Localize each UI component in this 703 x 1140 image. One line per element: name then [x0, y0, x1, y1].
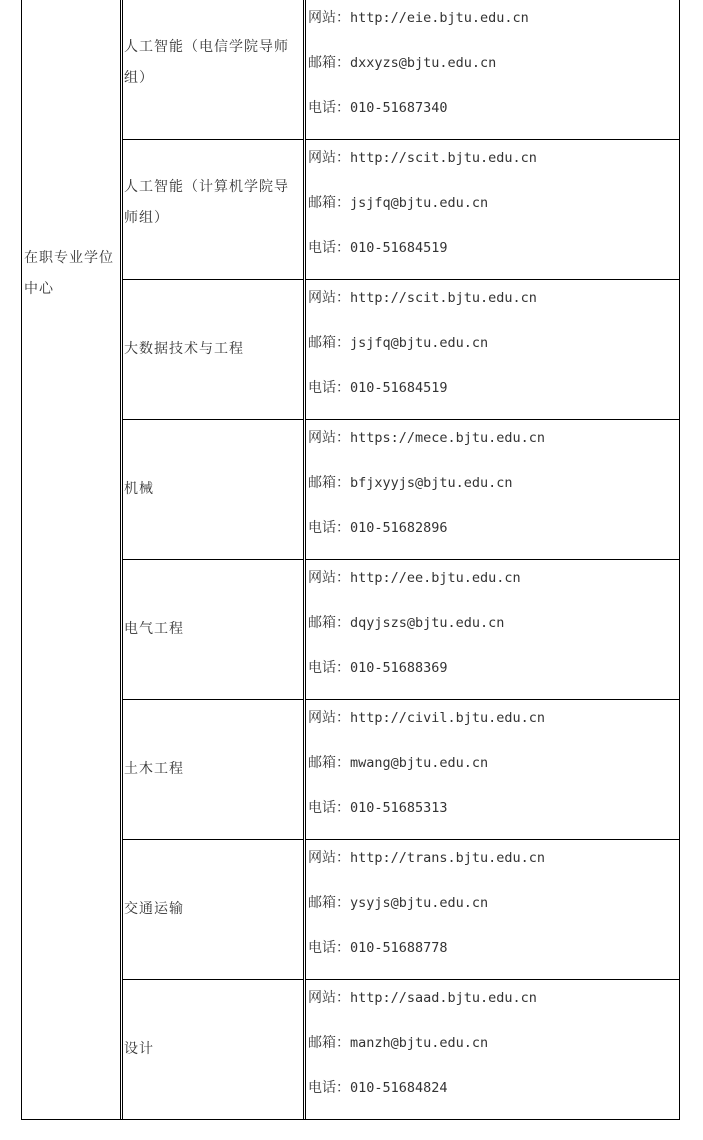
phone-line — [308, 1078, 678, 1123]
program-name: 土木工程 — [124, 761, 184, 777]
row-separator — [122, 979, 304, 980]
phone-line — [308, 798, 678, 843]
phone-number: 010-51684824 — [350, 1080, 448, 1096]
email-label: 邮箱： — [308, 615, 350, 631]
table-border-col1 — [120, 0, 121, 1120]
table-border-col2a — [122, 0, 123, 1120]
phone-label: 电话： — [308, 240, 350, 256]
contact-info — [308, 988, 678, 1123]
contact-info — [308, 428, 678, 563]
website-label: 网站： — [308, 570, 350, 586]
email-label: 邮箱： — [308, 335, 350, 351]
email-label: 邮箱： — [308, 55, 350, 71]
email-link[interactable]: manzh@bjtu.edu.cn — [350, 1035, 489, 1051]
website-line — [308, 988, 678, 1033]
website-line — [308, 568, 678, 613]
website-label: 网站： — [308, 850, 350, 866]
email-line — [308, 613, 678, 658]
website-line — [308, 848, 678, 893]
website-link[interactable]: http://civil.bjtu.edu.cn — [350, 710, 546, 726]
program-name: 人工智能（计算机学院导师组） — [124, 179, 289, 226]
phone-line — [308, 658, 678, 703]
table-border-right — [679, 0, 680, 1120]
email-label: 邮箱： — [308, 755, 350, 771]
phone-number: 010-51687340 — [350, 100, 448, 116]
row-separator — [305, 979, 680, 980]
email-link[interactable]: mwang@bjtu.edu.cn — [350, 755, 489, 771]
program-name: 设计 — [124, 1041, 154, 1057]
website-line — [308, 428, 678, 473]
email-line — [308, 473, 678, 518]
phone-number: 010-51688778 — [350, 940, 448, 956]
row-separator — [305, 139, 680, 140]
website-label: 网站： — [308, 710, 350, 726]
website-link[interactable]: http://scit.bjtu.edu.cn — [350, 150, 537, 166]
phone-line — [308, 98, 678, 143]
contact-info — [308, 8, 678, 143]
website-link[interactable]: https://mece.bjtu.edu.cn — [350, 430, 546, 446]
phone-label: 电话： — [308, 380, 350, 396]
department-name: 在职专业学位中心 — [24, 250, 114, 297]
phone-number: 010-51684519 — [350, 240, 448, 256]
website-line — [308, 148, 678, 193]
row-separator — [122, 279, 304, 280]
website-line — [308, 8, 678, 53]
row-separator — [122, 559, 304, 560]
email-link[interactable]: bfjxyyjs@bjtu.edu.cn — [350, 475, 513, 491]
email-label: 邮箱： — [308, 195, 350, 211]
phone-number: 010-51682896 — [350, 520, 448, 536]
phone-label: 电话： — [308, 1080, 350, 1096]
email-link[interactable]: dxxyzs@bjtu.edu.cn — [350, 55, 497, 71]
contact-info — [308, 288, 678, 423]
table-border-left — [21, 0, 22, 1120]
program-name: 交通运输 — [124, 901, 184, 917]
website-line — [308, 288, 678, 333]
website-link[interactable]: http://saad.bjtu.edu.cn — [350, 990, 537, 1006]
email-line — [308, 1033, 678, 1078]
website-link[interactable]: http://ee.bjtu.edu.cn — [350, 570, 521, 586]
email-line — [308, 753, 678, 798]
row-separator — [122, 839, 304, 840]
email-link[interactable]: ysyjs@bjtu.edu.cn — [350, 895, 489, 911]
email-link[interactable]: dqyjszs@bjtu.edu.cn — [350, 615, 505, 631]
row-separator — [122, 699, 304, 700]
website-link[interactable]: http://scit.bjtu.edu.cn — [350, 290, 537, 306]
phone-label: 电话： — [308, 520, 350, 536]
website-label: 网站： — [308, 150, 350, 166]
contact-info — [308, 708, 678, 843]
phone-line — [308, 518, 678, 563]
phone-line — [308, 238, 678, 283]
row-separator — [122, 419, 304, 420]
program-name: 大数据技术与工程 — [124, 341, 244, 357]
table-border-col2b — [303, 0, 304, 1120]
row-separator — [305, 839, 680, 840]
table-border-col3a — [305, 0, 306, 1120]
contact-info — [308, 148, 678, 283]
email-label: 邮箱： — [308, 475, 350, 491]
phone-number: 010-51684519 — [350, 380, 448, 396]
contact-info — [308, 568, 678, 703]
email-label: 邮箱： — [308, 895, 350, 911]
email-link[interactable]: jsjfq@bjtu.edu.cn — [350, 335, 489, 351]
phone-number: 010-51688369 — [350, 660, 448, 676]
row-separator — [305, 699, 680, 700]
row-separator — [305, 559, 680, 560]
row-separator — [305, 279, 680, 280]
program-name: 机械 — [124, 481, 154, 497]
website-label: 网站： — [308, 10, 350, 26]
email-label: 邮箱： — [308, 1035, 350, 1051]
phone-number: 010-51685313 — [350, 800, 448, 816]
email-link[interactable]: jsjfq@bjtu.edu.cn — [350, 195, 489, 211]
row-separator — [122, 139, 304, 140]
phone-label: 电话： — [308, 660, 350, 676]
website-link[interactable]: http://trans.bjtu.edu.cn — [350, 850, 546, 866]
phone-line — [308, 378, 678, 423]
phone-label: 电话： — [308, 800, 350, 816]
email-line — [308, 193, 678, 238]
program-name: 电气工程 — [124, 621, 184, 637]
website-label: 网站： — [308, 430, 350, 446]
email-line — [308, 333, 678, 378]
program-name: 人工智能（电信学院导师组） — [124, 39, 289, 86]
website-link[interactable]: http://eie.bjtu.edu.cn — [350, 10, 529, 26]
phone-label: 电话： — [308, 940, 350, 956]
website-label: 网站： — [308, 990, 350, 1006]
website-line — [308, 708, 678, 753]
website-label: 网站： — [308, 290, 350, 306]
phone-label: 电话： — [308, 100, 350, 116]
email-line — [308, 893, 678, 938]
contact-info — [308, 848, 678, 983]
email-line — [308, 53, 678, 98]
row-separator — [305, 419, 680, 420]
phone-line — [308, 938, 678, 983]
